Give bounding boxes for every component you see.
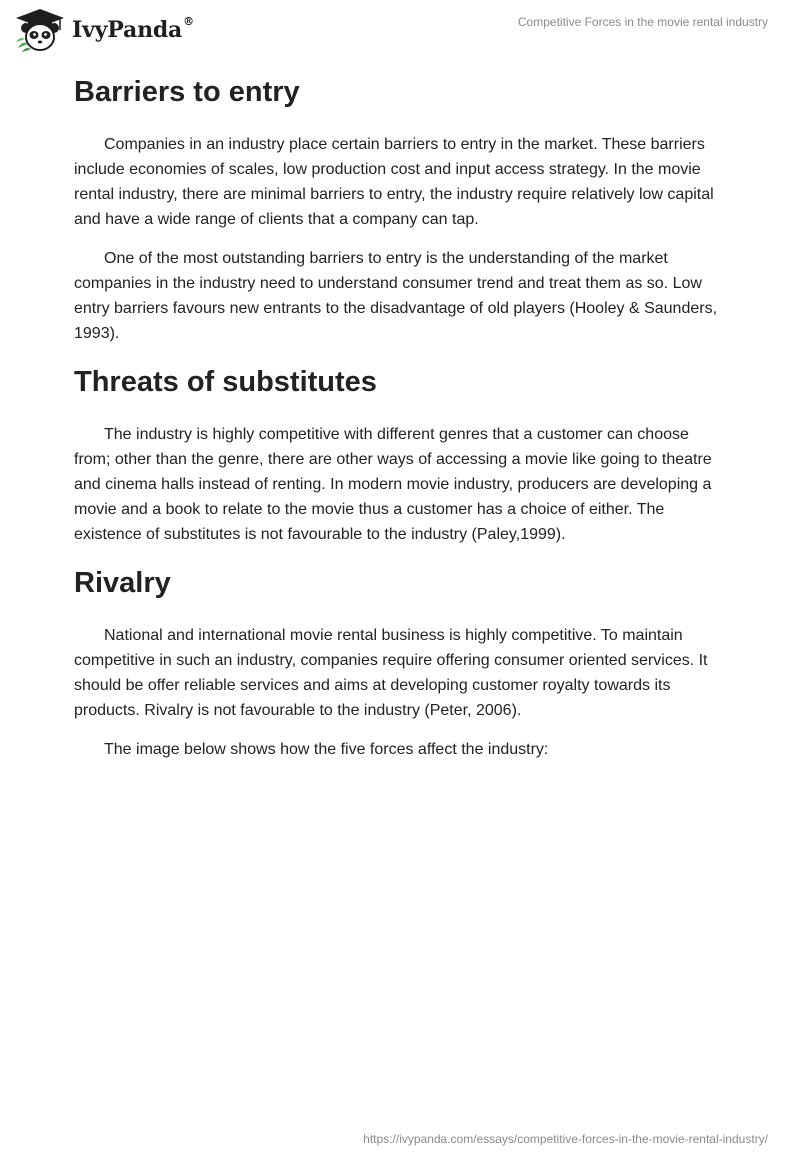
page-header: [0, 0, 800, 60]
paragraph: The image below shows how the five forces affect the industry:: [104, 741, 549, 758]
document-title: Competitive Forces in the movie rental industry: [517, 15, 768, 29]
paragraph: National and international movie rental business is highly competitive. To maintain competitive in such an industry, companies require offering consumer oriented services. It should be offer reliable services and aims at developing customer royalty towards its products. Rivalry is not favourable to the industry (Peter, 2006).: [74, 627, 708, 719]
section-heading: Rivalry: [74, 567, 171, 599]
ivypanda-logo[interactable]: [14, 8, 194, 52]
essay-content: [74, 70, 728, 776]
paragraph: The industry is highly competitive with different genres that a customer can choose from; other than the genre, there are other ways of accessing a movie like going to theatre and cinema halls instead of renting. In modern movie industry, producers are developing a movie and a book to relate to the movie thus a customer has a choice of either. The existence of substitutes is not favourable to the industry (Paley,1999).: [74, 426, 712, 543]
section-barriers-to-entry: [74, 70, 728, 346]
paragraph: Companies in an industry place certain barriers to entry in the market. These barriers include economies of scales, low production cost and input access strategy. In the movie rental industry, there are minimal barriers to entry, the industry require relatively low capital and have a wide range of clients that a company can tap.: [74, 136, 714, 228]
section-rivalry: [74, 561, 728, 762]
source-url[interactable]: https://ivypanda.com/essays/competitive-forces-in-the-movie-rental-industry/: [363, 1132, 768, 1146]
section-threats-of-substitutes: [74, 360, 728, 547]
section-heading: Barriers to entry: [74, 76, 300, 108]
paragraph: One of the most outstanding barriers to entry is the understanding of the market companies in the industry need to understand consumer trend and treat them as so. Low entry barriers favours new entrants to the disadvantage of old players (Hooley & Saunders, 1993).: [74, 250, 718, 342]
brand-name: IvyPanda®: [72, 14, 194, 43]
section-heading: Threats of substitutes: [74, 366, 377, 398]
panda-graduate-logo-icon: [14, 8, 66, 52]
